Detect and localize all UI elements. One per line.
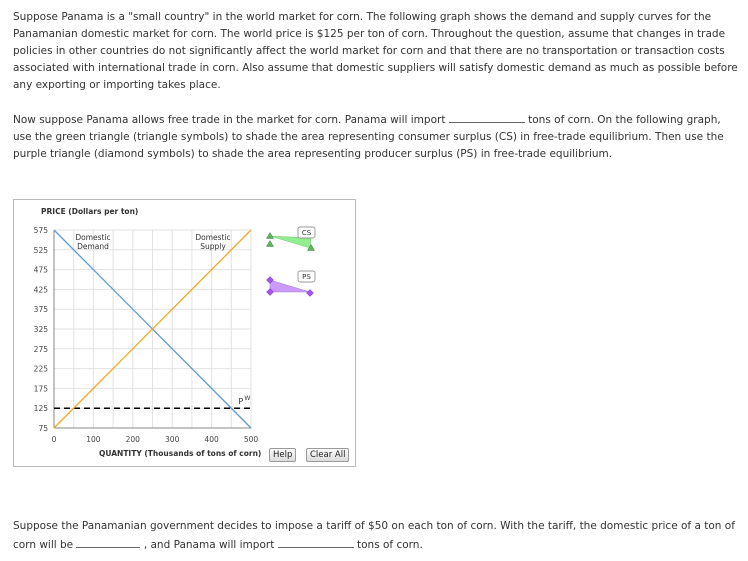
x-tick-label: 200 [125,435,140,444]
y-tick-label: 175 [33,384,48,394]
question-part2 [13,518,739,554]
y-tick-label: 425 [33,285,48,295]
domestic-price-input[interactable] [76,535,140,548]
x-tick-label: 500 [243,435,259,444]
y-tick-label: 525 [33,245,48,255]
x-tick-label: 400 [204,435,219,444]
part2-text-before: Suppose the Panamanian government decides to impose a tariff of $50 on each ton of corn. With the tariff, the domestic price of a ton of corn will be [13,520,735,551]
clear-all-button[interactable]: Clear All [306,448,349,462]
cs-label: CS [301,229,312,237]
import-quantity-input[interactable] [449,110,525,123]
question-intro: Suppose Panama is a "small country" in the world market for corn. The following graph shows the demand and supply curves for the Panamanian domestic market for corn. The world price is $125 per ton of corn. Throughout the question, assume that changes in trade policies in other countries do not significantly affect the world market for corn and that there are no transportation or transaction costs associated with international trade in corn. Also assume that domestic suppliers will satisfy domestic demand as much as possible before any exporting or importing takes place. [13,11,738,91]
part1-text-before: Now suppose Panama allows free trade in the market for corn. Panama will import [13,114,446,126]
demand-curve-label: Domestic [75,233,111,242]
demand-curve-label: Demand [77,242,109,251]
x-tick-label: 100 [86,435,101,444]
y-tick-label: 375 [33,305,48,315]
x-axis-title: QUANTITY (Thousands of tons of corn) [99,449,262,458]
cs-triangle-marker[interactable] [267,241,274,247]
y-tick-label: 225 [33,364,48,374]
graph-panel [13,199,356,467]
supply-curve-label: Supply [200,242,226,251]
y-tick-label: 125 [33,404,48,414]
help-button[interactable]: Help [269,448,296,462]
question-part1 [13,110,739,163]
part1-text-after: tons of corn. On the following graph, use the green triangle (triangle symbols) to shade the area representing consumer surplus (CS) in free-trade equilibrium. Then use the purple triangle (diamond symbols) to shade the area representing producer surplus (PS) in free-trade equilibrium. [13,114,724,160]
drawing-tools[interactable] [267,227,316,297]
y-tick-label: 75 [38,424,48,433]
cs-triangle-marker[interactable] [267,233,274,239]
x-tick-label: 0 [51,435,57,444]
tariff-import-quantity-input[interactable] [278,535,354,548]
supply-curve-label: Domestic [195,233,231,242]
world-price-label-superscript: W [244,395,251,403]
y-axis-title: PRICE (Dollars per ton) [41,207,139,216]
y-tick-label: 475 [33,265,48,275]
y-tick-label: 325 [33,325,48,334]
x-tick-label: 300 [165,435,180,444]
y-tick-label: 575 [33,226,48,235]
ps-diamond-marker[interactable] [307,290,314,297]
ps-label: PS [302,273,311,281]
part2-text-after: tons of corn. [357,539,423,551]
world-price-label: P [238,397,244,407]
supply-demand-graph[interactable] [14,200,355,466]
y-tick-label: 275 [33,344,48,354]
part2-text-mid: , and Panama will import [143,539,275,551]
